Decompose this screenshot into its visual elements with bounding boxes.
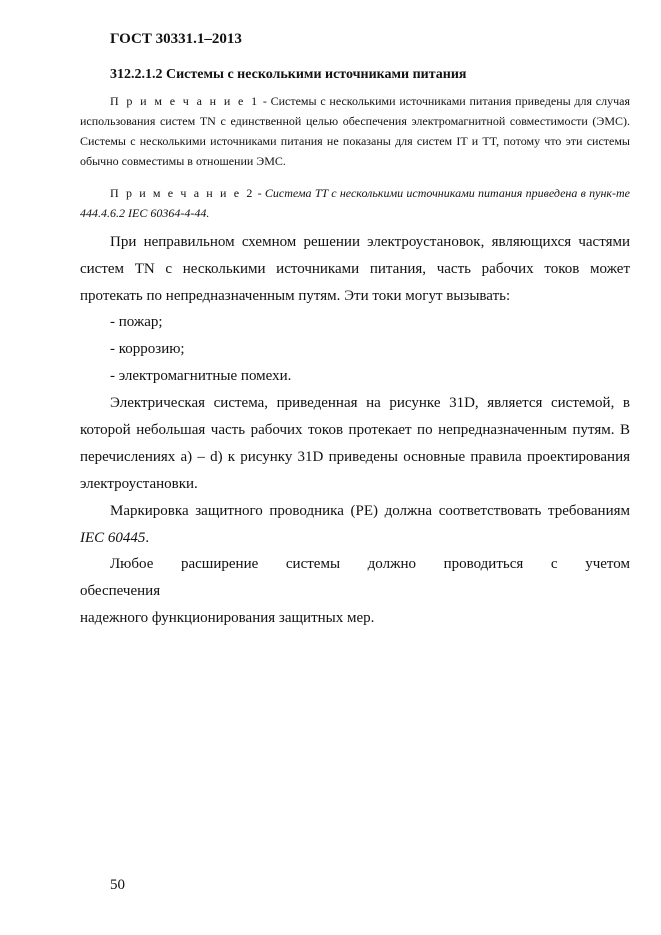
consequences-list xyxy=(110,309,291,390)
paragraph-3 xyxy=(80,498,630,552)
list-item: - пожар; xyxy=(110,314,163,330)
note-1 xyxy=(80,91,630,171)
standard-reference: IEC 60445 xyxy=(80,530,146,546)
section-heading: 312.2.1.2 Системы с несколькими источниками питания xyxy=(110,67,467,82)
paragraph-1-text: При неправильном схемном решении электроустановок, являющихся частями систем TN с несколькими источниками питания, часть рабочих токов может протекать по непредназначенным путям. Эти токи могут вызывать: xyxy=(80,234,630,304)
page-number: 50 xyxy=(110,877,125,893)
note-2-label: П р и м е ч а н и е 2 xyxy=(110,186,255,200)
list-item: - электромагнитные помехи. xyxy=(110,368,292,384)
paragraph-2-text: Электрическая система, приведенная на рисунке 31D, является системой, в которой небольшая часть рабочих токов протекает по непредназначенным путям. В перечислениях а) – d) к рисунку 31D приведены основные правила проектирования электроустановки. xyxy=(80,395,630,492)
document-code: ГОСТ 30331.1–2013 xyxy=(110,31,242,47)
paragraph-4 xyxy=(80,551,630,632)
note-2 xyxy=(80,183,630,223)
list-item: - коррозию; xyxy=(110,341,185,357)
paragraph-2 xyxy=(80,390,630,498)
note-1-label: П р и м е ч а н и е 1 xyxy=(110,94,260,108)
paragraph-3-end: . xyxy=(145,530,150,546)
paragraph-4-line-2: надежного функционирования защитных мер. xyxy=(80,610,375,626)
note-2-text: Система TT с несколькими источниками питания приведена в пунк-те 444.4.6.2 IEC 60364-4-44. xyxy=(80,186,630,220)
note-2-dash: - xyxy=(254,186,265,200)
paragraph-1 xyxy=(80,229,630,310)
paragraph-3-text: Маркировка защитного проводника (PE) должна соответствовать требованиям xyxy=(110,503,630,519)
note-1-text: - Системы с несколькими источниками питания приведены для случая использования систем TN с единственной целью обеспечения электромагнитной совместимости (ЭМС). Системы с несколькими источниками питания не показаны для систем IT и TT, потому что эти системы обычно совместимы в отношении ЭМС. xyxy=(80,94,630,168)
paragraph-4-line-1: Любое расширение системы должно проводиться с учетом обеспечения xyxy=(80,556,630,599)
